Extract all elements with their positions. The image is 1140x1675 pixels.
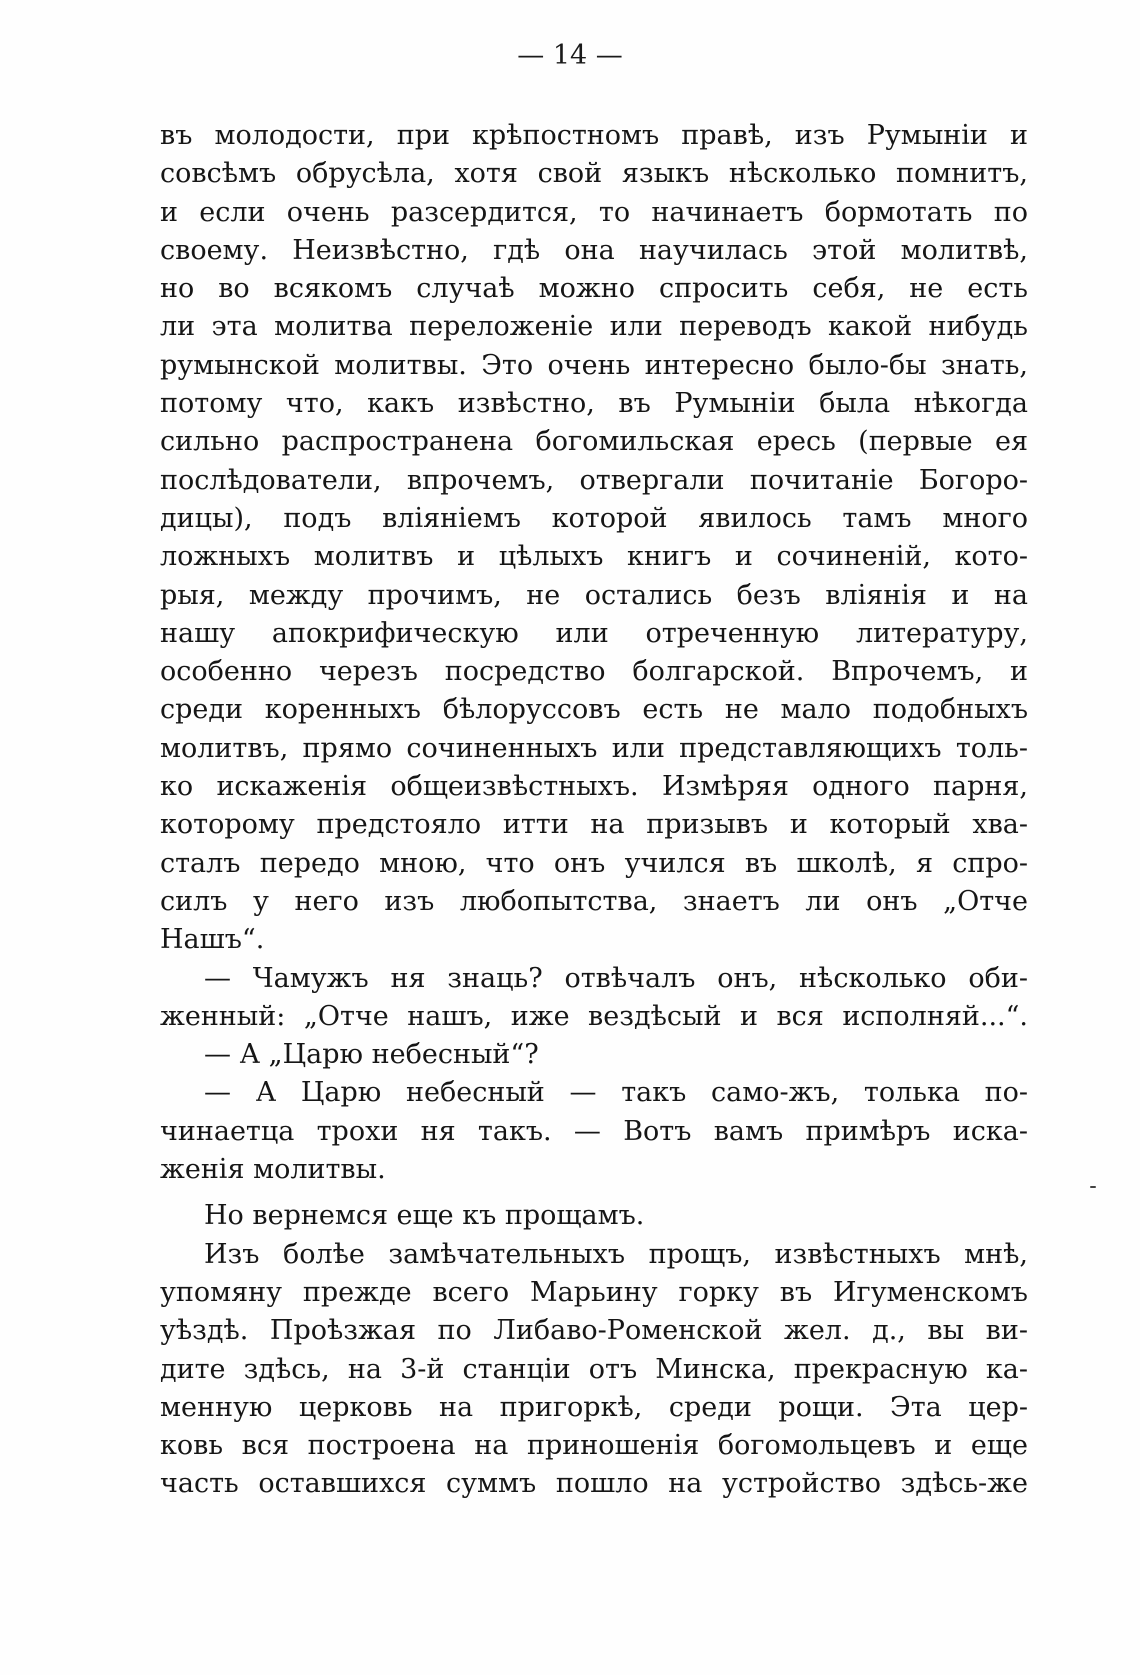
text-line: и если очень разсердится, то начинаетъ бормотать по [160,196,1028,228]
text-line: — Чамужъ ня знаць? отвѣчалъ онъ, нѣсколько оби- [204,962,1028,994]
text-line: женія молитвы. [160,1154,386,1186]
paragraph [160,960,1028,1037]
text-line: Но вернемся еще къ прощамъ. [204,1200,645,1232]
text-line: особенно черезъ посредство болгарской. Впрочемъ, и [160,656,1028,688]
text-line: ковь вся построена на приношенія богомольцевъ и еще [160,1430,1028,1462]
text-line: потому что, какъ извѣстно, въ Румыніи была нѣкогда [160,388,1028,420]
paragraph [160,117,1028,960]
text-line: женный: „Отче нашъ, иже вездѣсый и вся исполняй...“. [160,1000,1028,1032]
text-line: часть оставшихся суммъ пошло на устройство здѣсь-же [160,1468,1028,1500]
paragraph [160,1197,1028,1235]
text-line: Нашъ“. [160,924,265,956]
text-line: дицы), подъ вліяніемъ которой явилось тамъ много [160,502,1028,534]
text-line: — А „Царю небесный“? [204,1039,539,1071]
paragraph [160,1036,1028,1074]
text-line: послѣдователи, впрочемъ, отвергали почитаніе Богоро- [160,464,1028,496]
text-line: въ молодости, при крѣпостномъ правѣ, изъ Румыніи и [160,120,1028,151]
print-speck [1090,1186,1096,1188]
text-line: нашу апокрифическую или отреченную литературу, [160,617,1028,649]
page-number: — 14 — [517,40,623,71]
text-line: которому предстояло итти на призывъ и который хва- [160,809,1028,841]
text-line: но во всякомъ случаѣ можно спросить себя, не есть [160,273,1028,305]
text-line: силъ у него изъ любопытства, знаетъ ли онъ „Отче [160,885,1028,917]
text-line: среди коренныхъ бѣлоруссовъ есть не мало подобныхъ [160,694,1028,726]
page-body [160,117,1028,1504]
text-line: менную церковь на пригоркѣ, среди рощи. Эта цер- [160,1391,1028,1423]
paragraph [160,1236,1028,1504]
text-line: дите здѣсь, на 3-й станціи отъ Минска, прекрасную ка- [160,1353,1028,1385]
text-line: ли эта молитва переложеніе или переводъ какой нибудь [160,311,1028,343]
text-line: сильно распространена богомильская ересь (первые ея [160,426,1028,458]
text-line: рыя, между прочимъ, не остались безъ вліянія и на [160,579,1028,611]
text-line: чинаетца трохи ня такъ. — Вотъ вамъ примѣръ иска- [160,1115,1028,1147]
text-line: совсѣмъ обрусѣла, хотя свой языкъ нѣсколько помнитъ, [160,158,1028,190]
text-line: упомяну прежде всего Марьину горку въ Игуменскомъ [160,1276,1028,1308]
text-line: сталъ передо мною, что онъ учился въ школѣ, я спро- [160,847,1028,879]
text-line: ложныхъ молитвъ и цѣлыхъ книгъ и сочиненій, кото- [160,541,1028,573]
text-line: — А Царю небесный — такъ само-жъ, толька по- [204,1077,1028,1109]
text-line: ко искаженія общеизвѣстныхъ. Измѣряя одного парня, [160,771,1028,803]
text-line: молитвъ, прямо сочиненныхъ или представляющихъ толь- [160,732,1028,764]
text-line: уѣздѣ. Проѣзжая по Либаво-Роменской жел. д., вы ви- [160,1315,1028,1347]
text-line: Изъ болѣе замѣчательныхъ прощъ, извѣстныхъ мнѣ, [204,1238,1028,1270]
paragraph-gap [160,1189,1028,1197]
text-line: румынской молитвы. Это очень интересно было-бы знать, [160,349,1028,381]
text-line: своему. Неизвѣстно, гдѣ она научилась этой молитвѣ, [160,234,1028,266]
paragraph [160,1074,1028,1189]
